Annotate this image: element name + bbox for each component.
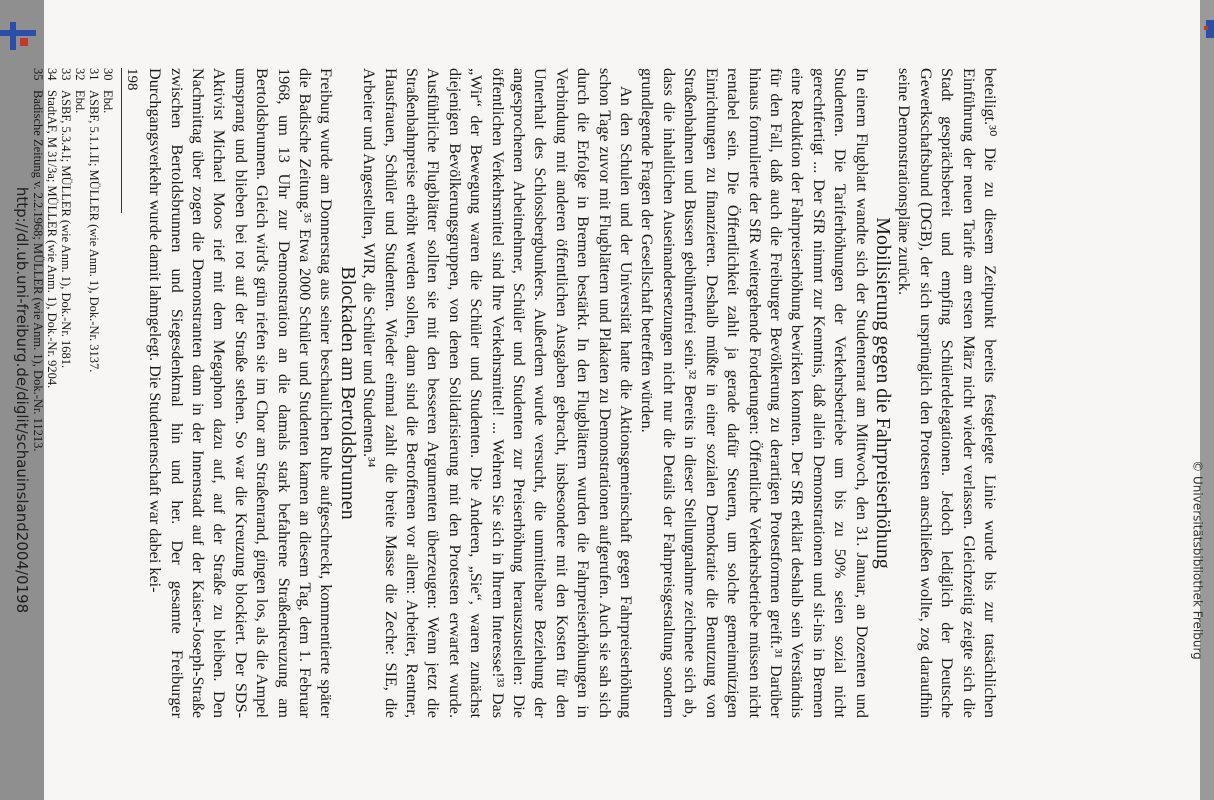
heading-blockaden: Blockaden am Bertoldsbrunnen (336, 266, 359, 520)
page-number: 198 (124, 68, 140, 91)
paragraph-freiburg: Freiburg wurde am Donnerstag aus seiner beschaulichen Ruhe aufgeschreckt, kommentierte später die Badische Zeitung.³⁵ Etwa 2000 Schüler und Studenten kamen an diesem Tag, dem 1. Februar 1968, um 13 Uhr zur Demonstration an die damals stark befahrene Straßenkreuzung am Bertoldsbrunnen. Gleich wird's grün riefen sie im Chor am Straßenrand, gingen los, als die Ampel umsprang und blieben bei rot auf der Straße stehen. So war die Kreuzung blockiert. Der SDS-Aktivist Michael Moos rief mit dem Megaphon dazu auf, auf der Straße zu bleiben. Den Nachmittag über zogen die Demonstranten dann in der Innenstadt auf der Kaiser-Joseph-Straße zwischen Bertoldsbrunnen und Siegesdenkmal hin und her. Der gesamte Freiburger Durchgangsverkehr wurde damit lahmgelegt. Die Studentenschaft war dabei kei- (146, 68, 336, 718)
page-content-rotated (30, 0, 1200, 800)
paragraph-schulen: An den Schulen und der Universität hatte die Aktionsgemeinschaft gegen Fahrpreiserhöhung schon Tage zuvor mit Flugblättern und Plakaten zu Demonstrationen aufgerufen. Auch sie sah sich durch die Erfolge in Bremen bestärkt. In den Flugblättern wurden die Fahrpreiserhöhungen in Verbindung mit anderen öffentlichen Ausgaben gebracht, insbesondere mit den Kosten für den Unterhalt des Schlossbergbunkers. Außerdem wurde versucht, die unmittelbare Beziehung der angesprochenen Arbeitnehmer, Schüler und Studenten zur Preiserhöhung herauszustellen: Die öffentlichen Verkehrsmittel sind Ihre Verkehrsmittel! ... Wehren Sie sich in Ihrem Interesse!³³ Das „Wir“ der Bewegung waren die Schüler und Studenten. Die Anderen, „Sie“, waren zunächst diejenigen Bevölkerungsgruppen, von denen Solidarisierung mit den Protesten erwartet wurde. Ausführliche Flugblätter sollten sie mit den besseren Argumenten überzeugen: Wenn jetzt die Straßenbahnpreise erhöht werden sollen, dann sind die Betroffenen vor allem: Arbeiter, Rentner, Hausfrauen, Schüler und Studenten. Wieder einmal zahlt die breite Masse die Zeche: SIE, die Arbeiter und Angestellten, WIR, die Schüler und Studenten.³⁴ (360, 68, 636, 718)
paragraph-flugblatt: In einem Flugblatt wandte sich der Studentenrat am Mittwoch, den 31. Januar, an Dozenten und Studenten. Die Tariferhöhungen der Verkehrsbetriebe um bis zu 50% seien sozial nicht gerechtfertigt ... Der SfR nimmt zur Kenntnis, daß allein Demonstrationen und sit-ins in Bremen eine Reduktion der Fahrpreiserhöhung bewirken konnten. Der SfR erklärt deshalb sein Verständnis für den Fall, daß auch die Freiburger Bevölkerung zu derartigen Protestformen greift.³¹ Darüber hinaus formulierte der SfR weitergehende Forderungen: Öffentliche Verkehrsbetriebe müssen nicht rentabel sein. Die Öffentlichkeit zahlt ja gerade dafür Steuern, um solche gemeinnützigen Einrichtungen zu finanzieren. Deshalb müßte in einer sozialen Demokratie die Benutzung von Straßenbahnen und Bussen gebührenfrei sein.³² Bereits in dieser Stellungnahme zeichnete sich ab, dass die inhaltlichen Auseinandersetzungen nicht nur die Details der Fahrpreisgestaltung sondern grundlegende Fragen der Gesellschaft betreffen würden. (638, 68, 871, 718)
heading-mobilisierung: Mobilisierung gegen die Fahrpreiserhöhung (871, 217, 894, 569)
footnote-item: 33 ASBF, 5.3.4.I; MÜLLER (wie Anm. 1), Dok.-Nr. 1681. (58, 68, 73, 369)
paragraph-intro: beteiligt.³⁰ Die zu diesem Zeitpunkt bereits festgelegte Linie wurde bis zur tatsächlichen Einführung der neuen Tarife am ersten März nicht wieder verlassen. Gleichzeitig zeigte sich die Stadt gesprächsbereit und empfing Schülerdelegationen. Jedoch lediglich der Deutsche Gewerkschaftsbund (DGB), der sich ursprünglich den Protesten anschließen wollte, zog daraufhin seine Demonstrationspläne zurück. (895, 68, 999, 718)
footnote-item: 35 Badische Zeitung v. 2.2.1968; MÜLLER (wie Anm. 1), Dok.-Nr. 11213. (30, 68, 45, 452)
text-column (31, 68, 1000, 718)
footnotes (31, 68, 115, 718)
footnote-item: 31 ASBF, 5.1.1.II; MÜLLER (wie Anm. 1), Dok.-Nr. 3137. (86, 68, 101, 373)
footnote-item: 30 Ebd. (100, 68, 115, 114)
footnote-divider (121, 68, 122, 213)
footnote-item: 34 StadtAF, M 31/3a; MÜLLER (wie Anm. 1), Dok.-Nr. 9204. (44, 68, 59, 389)
right-margin-strip (1200, 0, 1214, 800)
copyright-watermark: © Universitätsbibliothek Freiburg (1191, 460, 1205, 660)
url-watermark[interactable]: http://dl.ub.uni-freiburg.de/diglit/schauinsland2004/0198 (13, 186, 31, 614)
library-logo-right-icon (1204, 20, 1214, 38)
footnote-item: 32 Ebd. (72, 68, 87, 114)
scanned-page (30, 0, 1200, 800)
